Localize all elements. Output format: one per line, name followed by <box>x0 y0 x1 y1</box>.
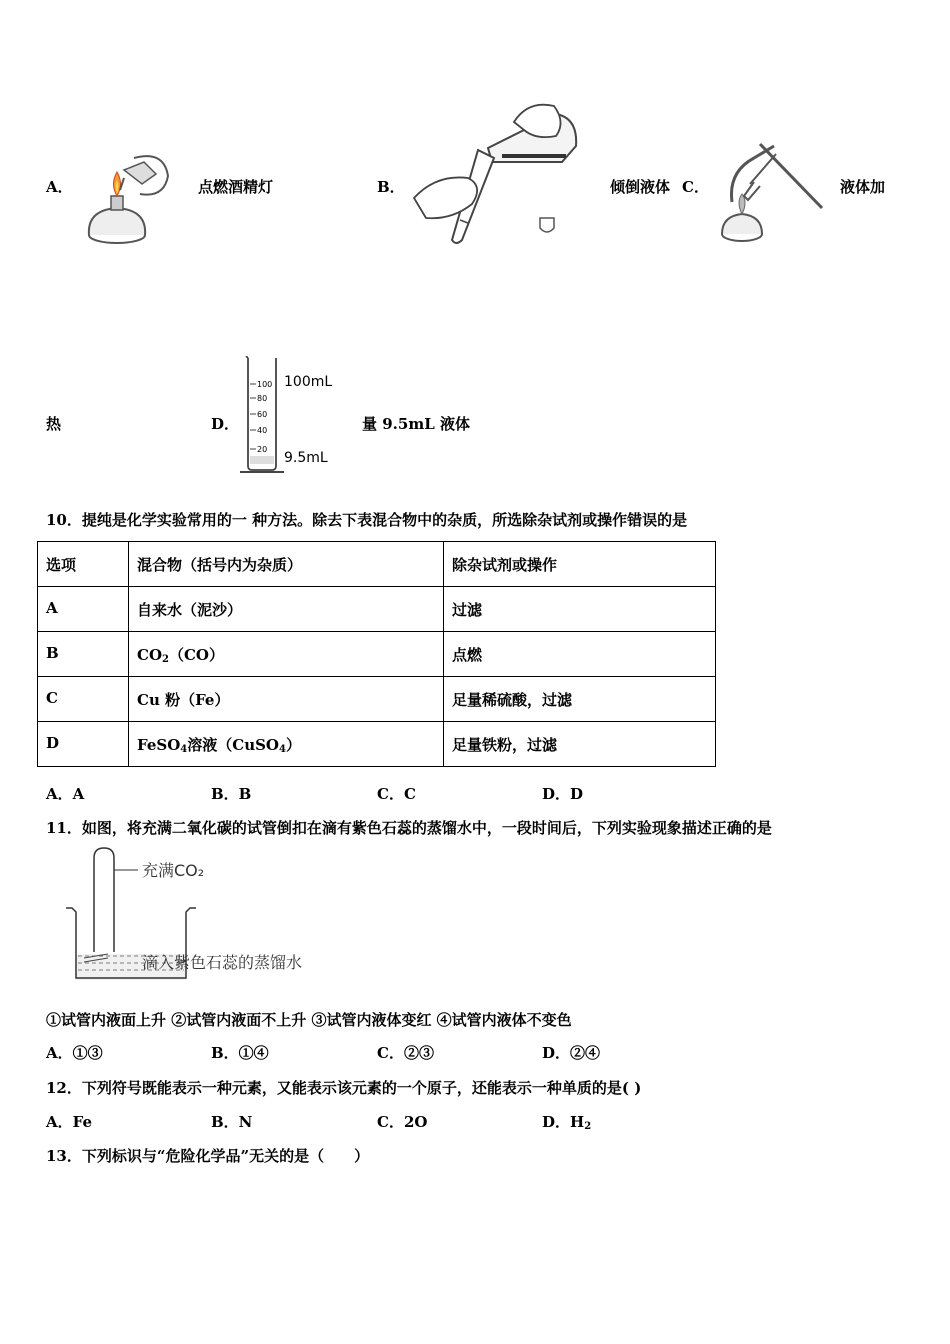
water-label: 滴入紫色石蕊的蒸馏水 <box>142 953 303 972</box>
option-d-label: D． <box>211 415 240 433</box>
table-header-cell: 混合物（括号内为杂质） <box>129 542 444 587</box>
option-c-text: 液体加 <box>840 178 886 196</box>
cylinder-tick: 100 <box>257 380 273 389</box>
table-cell: D <box>38 722 129 767</box>
table-cell: Cu 粉（Fe） <box>129 677 444 722</box>
question-11-text: 11．如图，将充满二氧化碳的试管倒扣在滴有紫色石蕊的蒸馏水中，一段时间后，下列实验现象描述正确的是 <box>46 819 772 837</box>
question-13-text: 13．下列标识与“危险化学品”无关的是（ ） <box>46 1147 370 1165</box>
table-cell: 过滤 <box>444 587 716 632</box>
co2-label: 充满CO₂ <box>142 861 205 880</box>
table-header-cell: 除杂试剂或操作 <box>444 542 716 587</box>
table-cell: A <box>38 587 129 632</box>
cylinder-bottom-label: 9.5mL <box>284 450 328 466</box>
option-a-label: A． <box>46 178 73 196</box>
q11-answer-d: D．②④ <box>542 1044 601 1062</box>
table-cell: 足量铁粉，过滤 <box>444 722 716 767</box>
table-cell: B <box>38 632 129 677</box>
cylinder-tick: 80 <box>257 394 268 403</box>
question-10-text: 10．提纯是化学实验常用的一 种方法。除去下表混合物中的杂质，所选除杂试剂或操作错误的是 <box>46 511 688 529</box>
table-cell: 点燃 <box>444 632 716 677</box>
cylinder-tick: 40 <box>257 426 268 435</box>
table-row <box>38 587 716 632</box>
table-row <box>38 632 716 677</box>
impurity-table <box>37 541 716 767</box>
option-c-label: C． <box>682 178 709 196</box>
table-cell: 自来水（泥沙） <box>129 587 444 632</box>
option-c-text-continued: 热 <box>46 415 62 433</box>
table-row <box>38 722 716 767</box>
graduated-cylinder-image <box>238 356 338 476</box>
pouring-liquid-image <box>406 100 584 246</box>
q11-answer-a: A．①③ <box>46 1044 103 1062</box>
table-row <box>38 677 716 722</box>
q11-statements: ①试管内液面上升 ②试管内液面不上升 ③试管内液体变红 ④试管内液体不变色 <box>46 1011 572 1029</box>
cylinder-top-label: 100mL <box>284 374 333 390</box>
option-b-label: B． <box>377 178 405 196</box>
co2-test-tube-diagram <box>62 846 342 986</box>
alcohol-lamp-lighting-image <box>72 150 172 248</box>
heating-liquid-image <box>714 138 826 248</box>
q12-answer-a: A．Fe <box>46 1113 93 1131</box>
table-cell: C <box>38 677 129 722</box>
table-cell: FeSO$_4$溶液（CuSO$_4$） <box>129 722 444 767</box>
option-b-text: 倾倒液体 <box>610 178 671 196</box>
q10-answer-a: A．A <box>46 785 85 803</box>
q12-answer-d: D．$H_2$ <box>542 1113 592 1132</box>
q10-answer-c: C．C <box>377 785 416 803</box>
cylinder-tick: 60 <box>257 410 268 419</box>
q12-answer-b: B．N <box>211 1113 253 1131</box>
cylinder-tick: 20 <box>257 445 268 454</box>
table-header-row <box>38 542 716 587</box>
table-header-cell: 选项 <box>38 542 129 587</box>
q11-answer-b: B．①④ <box>211 1044 269 1062</box>
q10-answer-b: B．B <box>211 785 252 803</box>
table-cell: $CO_2(CO)$ <box>129 632 444 677</box>
question-12-text: 12．下列符号既能表示一种元素，又能表示该元素的一个原子，还能表示一种单质的是( ) <box>46 1079 642 1097</box>
option-a-text: 点燃酒精灯 <box>198 178 274 196</box>
q10-answer-d: D．D <box>542 785 584 803</box>
q11-answer-c: C．②③ <box>377 1044 434 1062</box>
table-cell: 足量稀硫酸，过滤 <box>444 677 716 722</box>
option-d-text: 量 9.5mL 液体 <box>362 415 470 433</box>
q12-answer-c: C．2O <box>377 1113 428 1131</box>
